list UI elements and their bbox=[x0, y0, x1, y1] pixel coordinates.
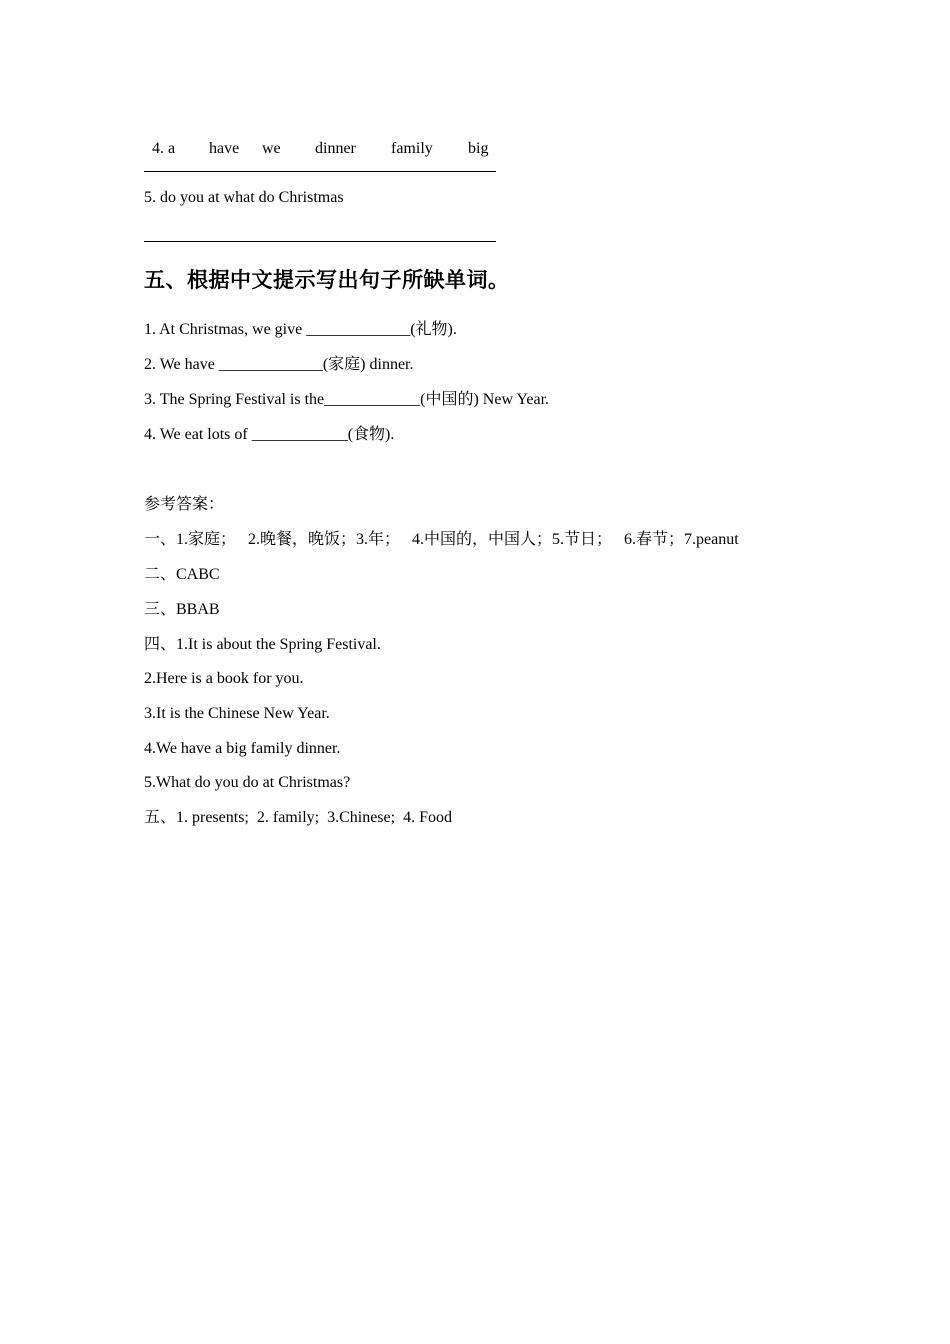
section-5-heading: 五、根据中文提示写出句子所缺单词。 bbox=[144, 268, 510, 292]
answer-line-9: 五、1. presents; 2. family; 3.Chinese; 4. Food bbox=[144, 809, 452, 826]
word-dinner: dinner bbox=[315, 140, 356, 157]
answer-line-3: 三、BBAB bbox=[144, 601, 220, 618]
answer-line-8: 5.What do you do at Christmas? bbox=[144, 774, 351, 791]
answer-line-6: 3.It is the Chinese New Year. bbox=[144, 705, 330, 722]
word-have: have bbox=[209, 140, 240, 157]
word-we: we bbox=[262, 140, 281, 157]
question-5-scrambled-words: 5. do you at what do Christmas bbox=[144, 189, 344, 206]
answer-key-title: 参考答案： bbox=[144, 496, 225, 513]
section-5-item-2: 2. We have _____________(家庭) dinner. bbox=[144, 356, 414, 373]
answer-line-2: 二、CABC bbox=[144, 566, 220, 583]
answer-line-4: 四、1.It is about the Spring Festival. bbox=[144, 636, 381, 653]
answer-line-7: 4.We have a big family dinner. bbox=[144, 740, 341, 757]
section-5-item-4: 4. We eat lots of ____________(食物). bbox=[144, 426, 395, 443]
question-4-number: 4. a bbox=[152, 140, 176, 157]
section-5-item-3: 3. The Spring Festival is the____________(中国的) New Year. bbox=[144, 391, 550, 408]
answer-line-q4[interactable] bbox=[144, 171, 496, 172]
question-4-scrambled-words bbox=[144, 119, 488, 159]
section-5-item-1: 1. At Christmas, we give _____________(礼物). bbox=[144, 321, 457, 338]
answer-line-1: 一、1.家庭； 2.晚餐，晚饭；3.年； 4.中国的，中国人；5.节日； 6.春节；7.peanut bbox=[144, 531, 739, 548]
word-family: family bbox=[391, 140, 433, 157]
answer-line-q5[interactable] bbox=[144, 241, 496, 242]
answer-line-5: 2.Here is a book for you. bbox=[144, 670, 304, 687]
word-big: big bbox=[468, 140, 489, 157]
